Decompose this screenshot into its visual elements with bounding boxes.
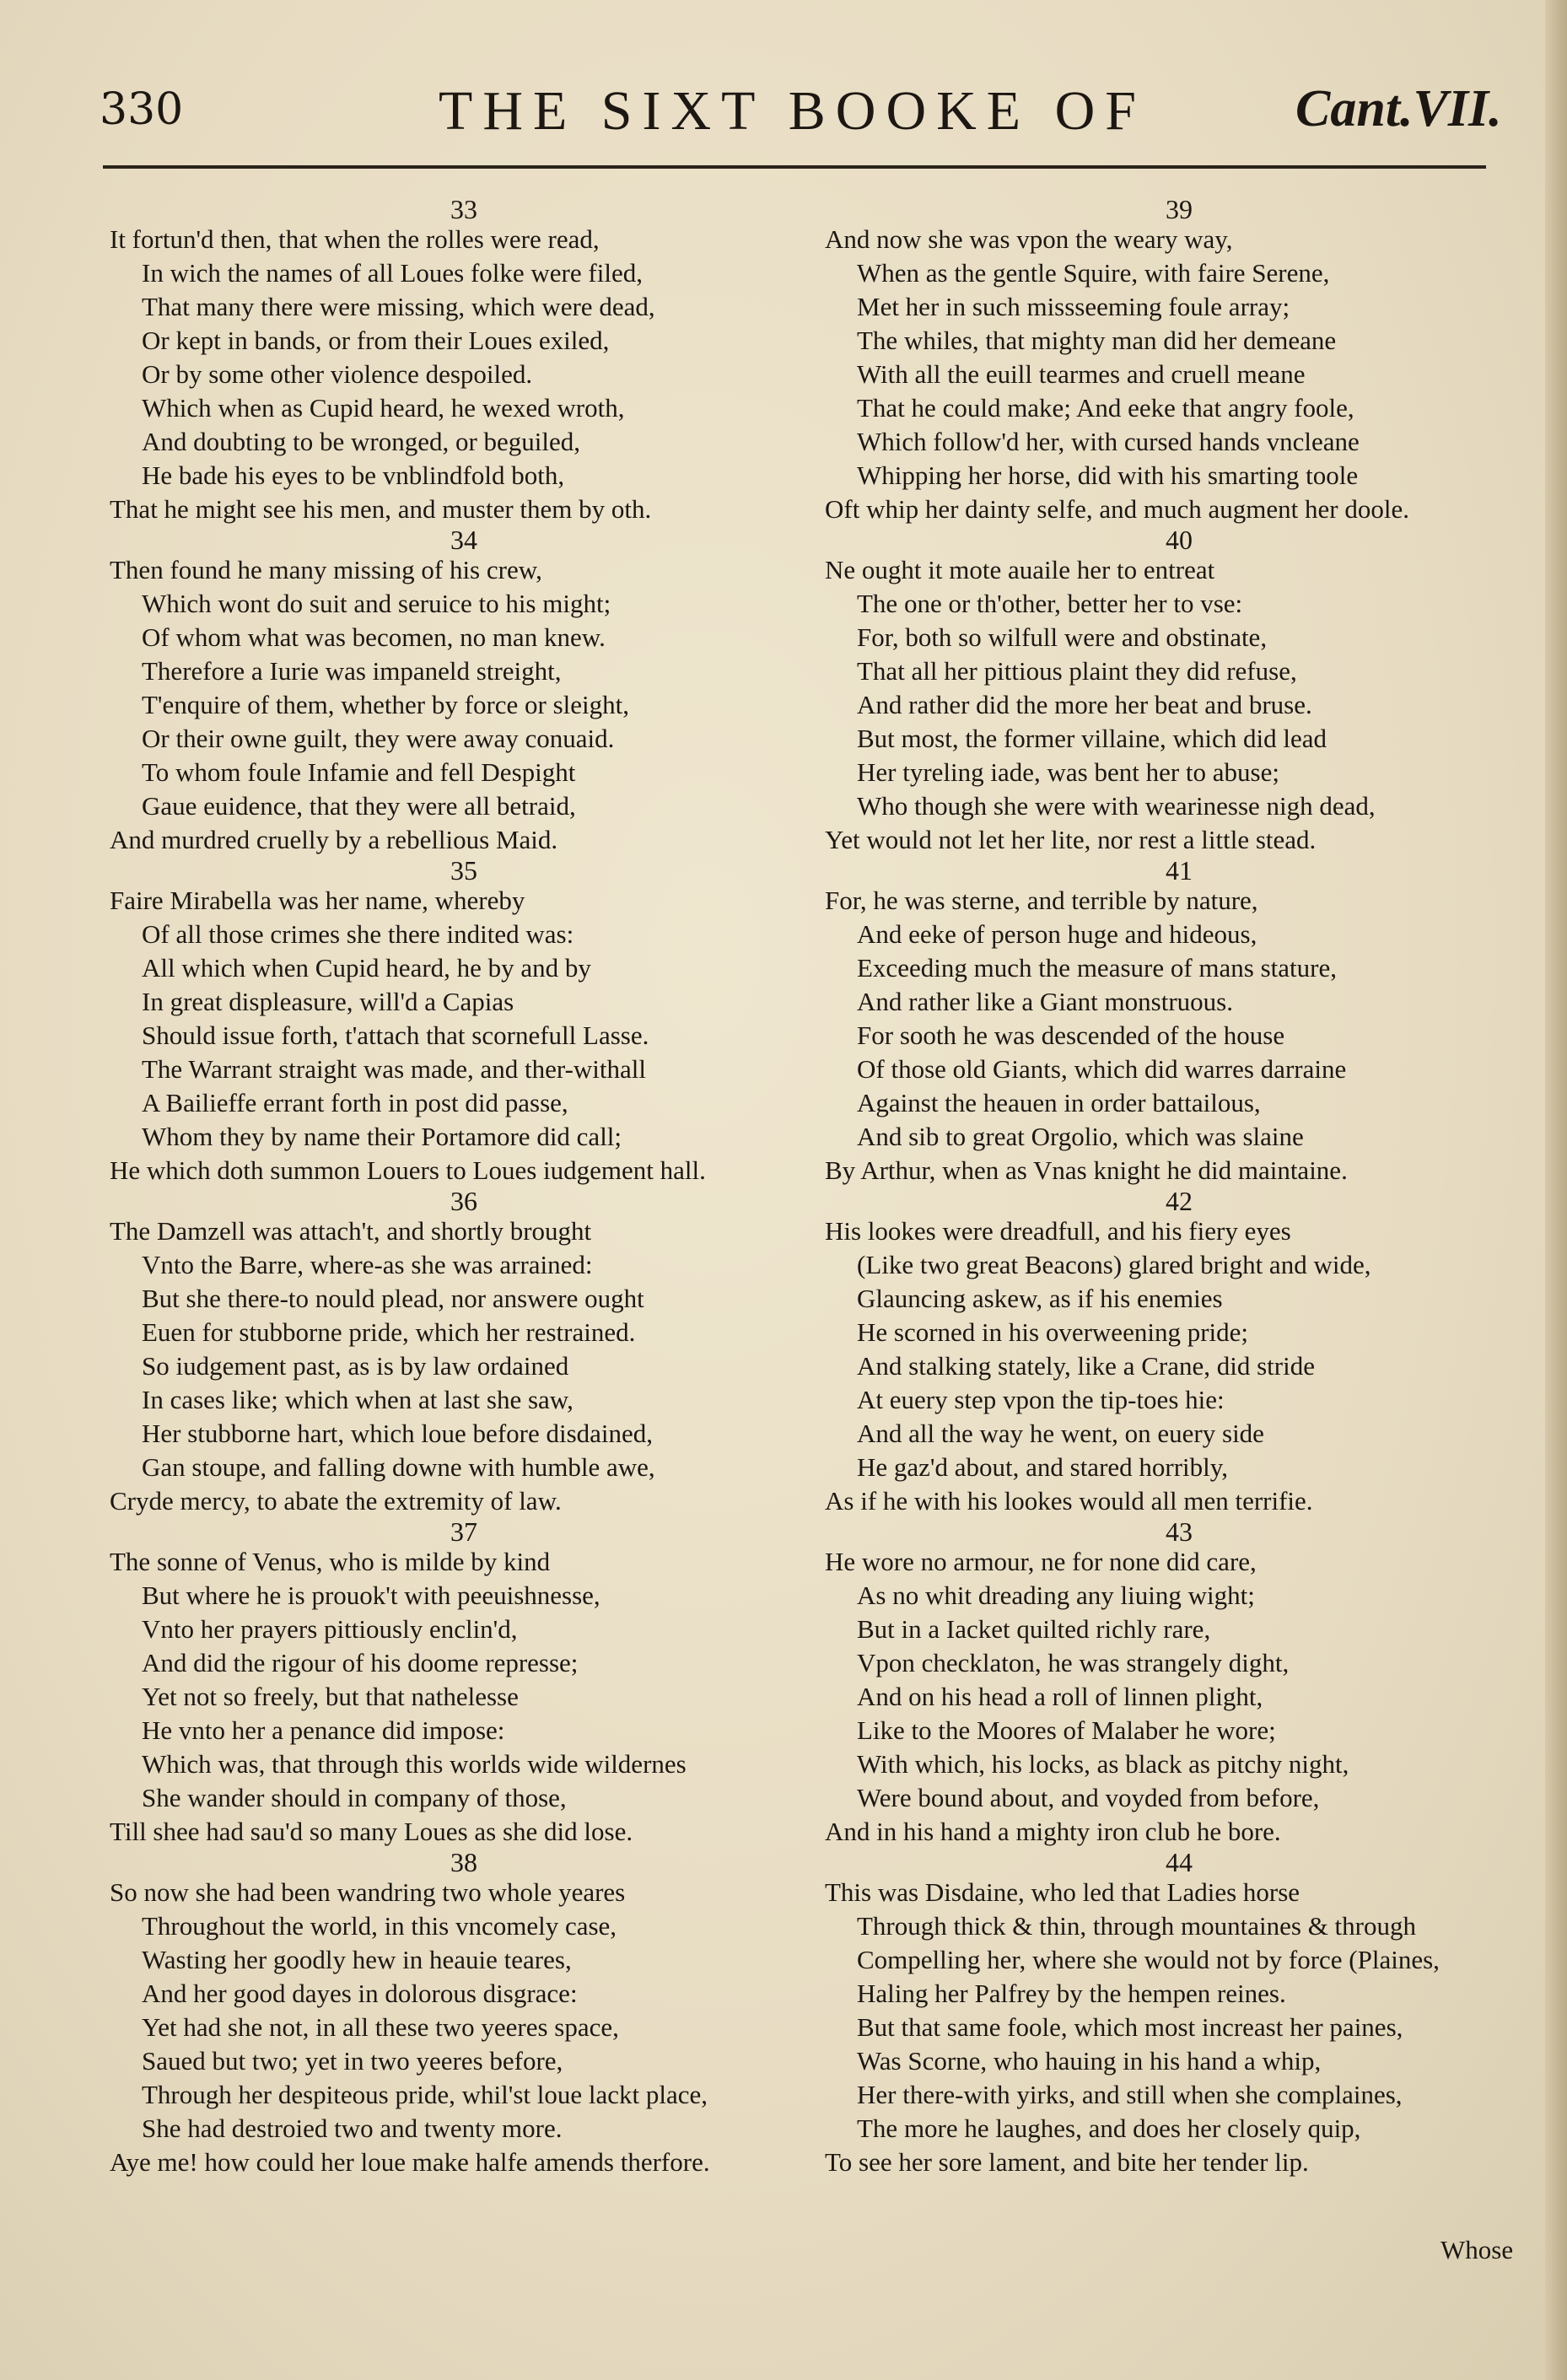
verse-line: Whom they by name their Portamore did call;	[142, 1122, 622, 1151]
verse-line: Which was, that through this worlds wide wildernes	[142, 1749, 687, 1779]
verse-line: Oft whip her dainty selfe, and much augment her doole.	[825, 494, 1409, 524]
verse-line: By Arthur, when as Vnas knight he did maintaine.	[825, 1155, 1348, 1185]
verse-line: Yet had she not, in all these two yeeres space,	[142, 2012, 619, 2042]
stanza-number: 43	[1166, 1516, 1193, 1547]
verse-line: The Damzell was attach't, and shortly brought	[110, 1216, 592, 1246]
verse-line: Her tyreling iade, was bent her to abuse;	[857, 757, 1279, 787]
verse-line: And her good dayes in dolorous disgrace:	[142, 1979, 578, 2008]
verse-line: And rather did the more her beat and bruse.	[857, 690, 1312, 719]
stanza	[825, 196, 1533, 526]
verse-line: Therefore a Iurie was impaneld streight,	[142, 656, 562, 686]
right-column	[825, 196, 1533, 2179]
verse-line: The whiles, that mighty man did her demeane	[857, 326, 1337, 355]
verse-line: As no whit dreading any liuing wight;	[857, 1580, 1255, 1610]
catchword: Whose	[1440, 2235, 1514, 2264]
verse-line: Throughout the world, in this vncomely case,	[142, 1911, 617, 1941]
stanza-number: 40	[1166, 525, 1193, 555]
verse-line: That he could make; And eeke that angry foole,	[857, 393, 1354, 423]
verse-line: Of whom what was becomen, no man knew.	[142, 622, 606, 652]
verse-line: Haling her Palfrey by the hempen reines.	[857, 1979, 1286, 2008]
verse-line: So iudgement past, as is by law ordained	[142, 1351, 569, 1381]
verse-line: Then found he many missing of his crew,	[110, 555, 542, 584]
verse-line: Yet not so freely, but that nathelesse	[142, 1682, 519, 1711]
verse-line: Through thick & thin, through mountaines & through	[857, 1911, 1416, 1941]
verse-line: In wich the names of all Loues folke were filed,	[142, 258, 643, 288]
verse-line: Saued but two; yet in two yeeres before,	[142, 2046, 563, 2076]
stanza-number: 34	[450, 525, 477, 555]
verse-line: He wore no armour, ne for none did care,	[825, 1547, 1257, 1576]
verse-line: Exceeding much the measure of mans stature,	[857, 953, 1337, 983]
verse-line: It fortun'd then, that when the rolles were read,	[110, 224, 600, 254]
stanza-number: 42	[1166, 1186, 1193, 1216]
verse-line: Which wont do suit and seruice to his might;	[142, 589, 611, 618]
verse-line: A Bailieffe errant forth in post did passe,	[142, 1088, 568, 1117]
verse-line: He gaz'd about, and stared horribly,	[857, 1452, 1229, 1482]
verse-line: In cases like; which when at last she saw,	[142, 1385, 573, 1414]
stanza-number: 36	[450, 1186, 477, 1216]
verse-line: But that same foole, which most increast her paines,	[857, 2012, 1403, 2042]
verse-line: Who though she were with wearinesse nigh dead,	[857, 791, 1376, 821]
verse-line: That many there were missing, which were dead,	[142, 292, 655, 321]
verse-line: Or kept in bands, or from their Loues exiled,	[142, 326, 610, 355]
stanza	[825, 1849, 1533, 2179]
verse-line: That he might see his men, and muster them by oth.	[110, 494, 652, 524]
verse-line: The sonne of Venus, who is milde by kind	[110, 1547, 551, 1576]
verse-line: And did the rigour of his doome represse;	[142, 1648, 579, 1677]
verse-line: And rather like a Giant monstruous.	[857, 987, 1233, 1016]
verse-line: Were bound about, and voyded from before,	[857, 1783, 1320, 1812]
verse-line: Gaue euidence, that they were all betraid,	[142, 791, 576, 821]
stanza-number: 37	[450, 1516, 477, 1547]
verse-line: So now she had been wandring two whole yeares	[110, 1877, 626, 1907]
verse-line: She had destroied two and twenty more.	[142, 2113, 563, 2143]
stanza	[110, 1518, 818, 1849]
stanza-number: 35	[450, 855, 477, 886]
verse-line: The Warrant straight was made, and ther-withall	[142, 1054, 647, 1084]
stanza-number: 41	[1166, 855, 1193, 886]
verse-line: Against the heauen in order battailous,	[857, 1088, 1261, 1117]
verse-line: For, both so wilfull were and obstinate,	[857, 622, 1268, 652]
running-header	[0, 67, 1567, 160]
verse-line: Faire Mirabella was her name, whereby	[110, 886, 525, 915]
verse-line: Vpon checklaton, he was strangely dight,	[857, 1648, 1290, 1677]
verse-line: But where he is prouok't with peeuishnesse,	[142, 1580, 600, 1610]
header-rule	[103, 165, 1486, 169]
stanza	[825, 1518, 1533, 1849]
verse-line: Should issue forth, t'attach that scornefull Lasse.	[142, 1020, 649, 1050]
verse-line: Wasting her goodly hew in heauie teares,	[142, 1945, 572, 1974]
stanza	[110, 526, 818, 857]
verse-line: (Like two great Beacons) glared bright and wide,	[857, 1250, 1371, 1279]
verse-line: And in his hand a mighty iron club he bore.	[825, 1817, 1281, 1846]
stanza	[825, 1187, 1533, 1518]
running-title: THE SIXT BOOKE OF	[439, 80, 1146, 142]
verse-line: Till shee had sau'd so many Loues as she did lose.	[110, 1817, 633, 1846]
verse-line: And on his head a roll of linnen plight,	[857, 1682, 1263, 1711]
left-column	[110, 196, 818, 2179]
verse-line: Gan stoupe, and falling downe with humble awe,	[142, 1452, 655, 1482]
verse-line: At euery step vpon the tip-toes hie:	[857, 1385, 1225, 1414]
verse-line: And doubting to be wronged, or beguiled,	[142, 427, 581, 456]
verse-line: Of all those crimes she there indited was:	[142, 919, 574, 949]
verse-line: The one or th'other, better her to vse:	[857, 589, 1243, 618]
stanza	[110, 1187, 818, 1518]
verse-line: And stalking stately, like a Crane, did stride	[857, 1351, 1315, 1381]
verse-line: Which when as Cupid heard, he wexed wroth,	[142, 393, 625, 423]
verse-line: Vnto her prayers pittiously enclin'd,	[142, 1614, 518, 1644]
verse-line: But most, the former villaine, which did lead	[857, 724, 1327, 753]
verse-line: He vnto her a penance did impose:	[142, 1715, 505, 1745]
verse-line: Glauncing askew, as if his enemies	[857, 1284, 1223, 1313]
verse-line: For sooth he was descended of the house	[857, 1020, 1285, 1050]
verse-line: But in a Iacket quilted richly rare,	[857, 1614, 1211, 1644]
verse-line: And all the way he went, on euery side	[857, 1419, 1264, 1448]
verse-line: But she there-to nould plead, nor answere ought	[142, 1284, 644, 1313]
verse-line: And eeke of person huge and hideous,	[857, 919, 1257, 949]
verse-line: Of those old Giants, which did warres darraine	[857, 1054, 1347, 1084]
verse-line: Or their owne guilt, they were away conuaid.	[142, 724, 615, 753]
verse-line: In great displeasure, will'd a Capias	[142, 987, 514, 1016]
verse-line: Compelling her, where she would not by force (Plaines,	[857, 1945, 1440, 1974]
stanza	[110, 1849, 818, 2179]
stanza-number: 39	[1166, 194, 1193, 224]
verse-line: Ne ought it mote auaile her to entreat	[825, 555, 1215, 584]
verse-line: T'enquire of them, whether by force or sleight,	[142, 690, 630, 719]
verse-line: As if he with his lookes would all men terrifie.	[825, 1486, 1313, 1516]
verse-line: The more he laughes, and does her closely quip,	[857, 2113, 1361, 2143]
verse-line: He scorned in his overweening pride;	[857, 1317, 1249, 1347]
stanza-number: 33	[450, 194, 477, 224]
page-edge-shadow	[1545, 0, 1567, 2380]
verse-line: With all the euill tearmes and cruell meane	[857, 359, 1306, 389]
verse-line: With which, his locks, as black as pitchy night,	[857, 1749, 1349, 1779]
verse-line: Like to the Moores of Malaber he wore;	[857, 1715, 1276, 1745]
stanza	[110, 196, 818, 526]
verse-line: She wander should in company of those,	[142, 1783, 567, 1812]
verse-line: And sib to great Orgolio, which was slaine	[857, 1122, 1304, 1151]
verse-line: Which follow'd her, with cursed hands vncleane	[857, 427, 1360, 456]
canto-label: Cant.VII.	[1295, 80, 1502, 137]
verse-line: And now she was vpon the weary way,	[825, 224, 1233, 254]
verse-line: Met her in such missseeming foule array;	[857, 292, 1290, 321]
verse-line: When as the gentle Squire, with faire Serene,	[857, 258, 1330, 288]
verse-line: Cryde mercy, to abate the extremity of law.	[110, 1486, 562, 1516]
verse-line: He bade his eyes to be vnblindfold both,	[142, 460, 565, 490]
verse-line: Aye me! how could her loue make halfe amends therfore.	[110, 2147, 710, 2177]
verse-line: This was Disdaine, who led that Ladies horse	[825, 1877, 1300, 1907]
verse-line: Or by some other violence despoiled.	[142, 359, 533, 389]
verse-line: To see her sore lament, and bite her tender lip.	[825, 2147, 1309, 2177]
page-number: 330	[100, 84, 184, 135]
stanza-number: 44	[1166, 1847, 1193, 1877]
stanza	[110, 857, 818, 1187]
verse-line: Vnto the Barre, where-as she was arrained:	[142, 1250, 593, 1279]
stanza	[825, 526, 1533, 857]
verse-line: All which when Cupid heard, he by and by	[142, 953, 591, 983]
verse-line: That all her pittious plaint they did refuse,	[857, 656, 1297, 686]
verse-line: For, he was sterne, and terrible by nature,	[825, 886, 1258, 915]
verse-line: His lookes were dreadfull, and his fiery eyes	[825, 1216, 1291, 1246]
verse-line: Yet would not let her lite, nor rest a little stead.	[825, 825, 1317, 854]
verse-line: Whipping her horse, did with his smarting toole	[857, 460, 1359, 490]
verse-line: Was Scorne, who hauing in his hand a whip,	[857, 2046, 1322, 2076]
stanza	[825, 857, 1533, 1187]
verse-line: And murdred cruelly by a rebellious Maid.	[110, 825, 558, 854]
verse-line: Euen for stubborne pride, which her restrained.	[142, 1317, 636, 1347]
verse-line: Her stubborne hart, which loue before disdained,	[142, 1419, 654, 1448]
stanza-number: 38	[450, 1847, 477, 1877]
verse-line: Her there-with yirks, and still when she complaines,	[857, 2080, 1403, 2109]
verse-line: He which doth summon Louers to Loues iudgement hall.	[110, 1155, 706, 1185]
verse-line: Through her despiteous pride, whil'st loue lackt place,	[142, 2080, 708, 2109]
verse-line: To whom foule Infamie and fell Despight	[142, 757, 576, 787]
